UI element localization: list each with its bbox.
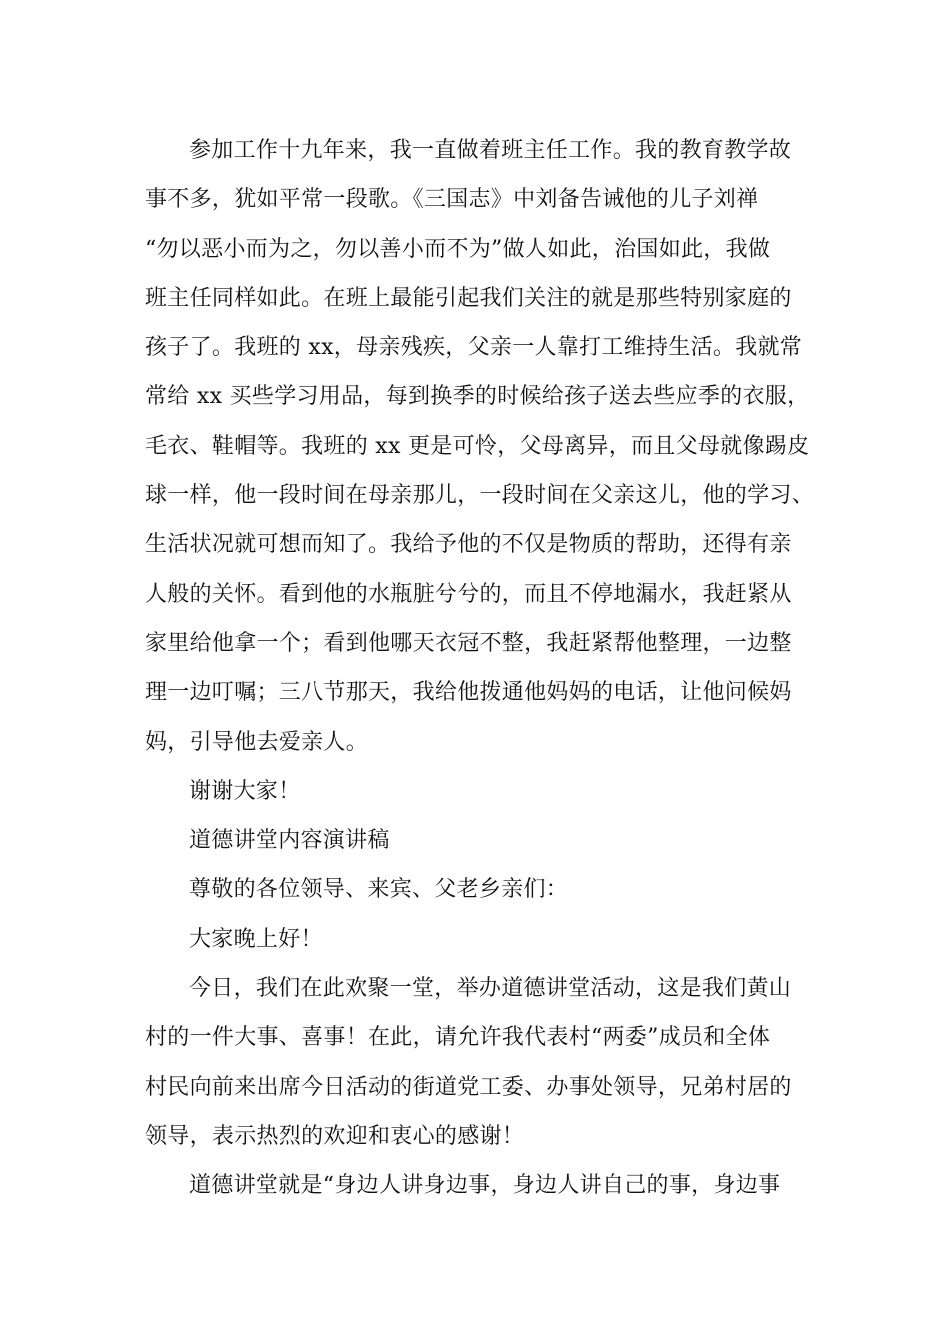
text-line: 道德讲堂就是“身边人讲身边事，身边人讲自己的事，身边事 [189, 1173, 781, 1199]
text-line: 理一边叮嘱；三八节那天，我给他拨通他妈妈的电话，让他问候妈 [145, 680, 792, 706]
text-line: 妈，引导他去爱亲人。 [145, 729, 369, 755]
text-line: 生活状况就可想而知了。我给予他的不仅是物质的帮助，还得有亲 [145, 532, 792, 558]
document-body [145, 126, 825, 1211]
paragraph-greeting [145, 915, 825, 964]
text-line: 领导，表示热烈的欢迎和衷心的感谢！ [145, 1123, 525, 1149]
text-line: 尊敬的各位领导、来宾、父老乡亲们： [189, 877, 569, 903]
paragraph-moral-lecture [145, 1161, 825, 1210]
text-line: 家里给他拿一个；看到他哪天衣冠不整，我赶紧帮他整理，一边整 [145, 630, 792, 656]
text-line: 孩子了。我班的 xx，母亲残疾，父亲一人靠打工维持生活。我就常 [145, 335, 803, 361]
text-line: 村民向前来出席今日活动的街道党工委、办事处领导，兄弟村居的 [145, 1074, 792, 1100]
text-line: 班主任同样如此。在班上最能引起我们关注的就是那些特别家庭的 [145, 285, 792, 311]
text-line: 今日，我们在此欢聚一堂，举办道德讲堂活动，这是我们黄山 [189, 976, 792, 1002]
text-line: 人般的关怀。看到他的水瓶脏兮兮的，而且不停地漏水，我赶紧从 [145, 581, 792, 607]
paragraph-class-teacher-story [145, 126, 825, 767]
paragraph-speech-title [145, 816, 825, 865]
text-line: 常给 xx 买些学习用品，每到换季的时候给孩子送去些应季的衣服， [145, 384, 810, 410]
paragraph-welcome [145, 964, 825, 1161]
text-line: “勿以恶小而为之，勿以善小而不为”做人如此，治国如此，我做 [145, 236, 771, 262]
text-line: 参加工作十九年来，我一直做着班主任工作。我的教育教学故 [189, 138, 792, 163]
text-line: 事不多，犹如平常一段歌。《三国志》中刘备告诫他的儿子刘禅 [145, 187, 759, 213]
text-line: 毛衣、鞋帽等。我班的 xx 更是可怜，父母离异，而且父母就像踢皮 [145, 433, 810, 459]
text-line: 谢谢大家！ [189, 778, 301, 804]
paragraph-salutation [145, 865, 825, 914]
text-line: 大家晚上好！ [189, 926, 323, 952]
text-line: 村的一件大事、喜事！在此，请允许我代表村“两委”成员和全体 [145, 1025, 771, 1051]
text-line: 球一样，他一段时间在母亲那儿，一段时间在父亲这儿，他的学习、 [145, 483, 815, 509]
text-line: 道德讲堂内容演讲稿 [189, 828, 390, 854]
paragraph-thanks [145, 767, 825, 816]
